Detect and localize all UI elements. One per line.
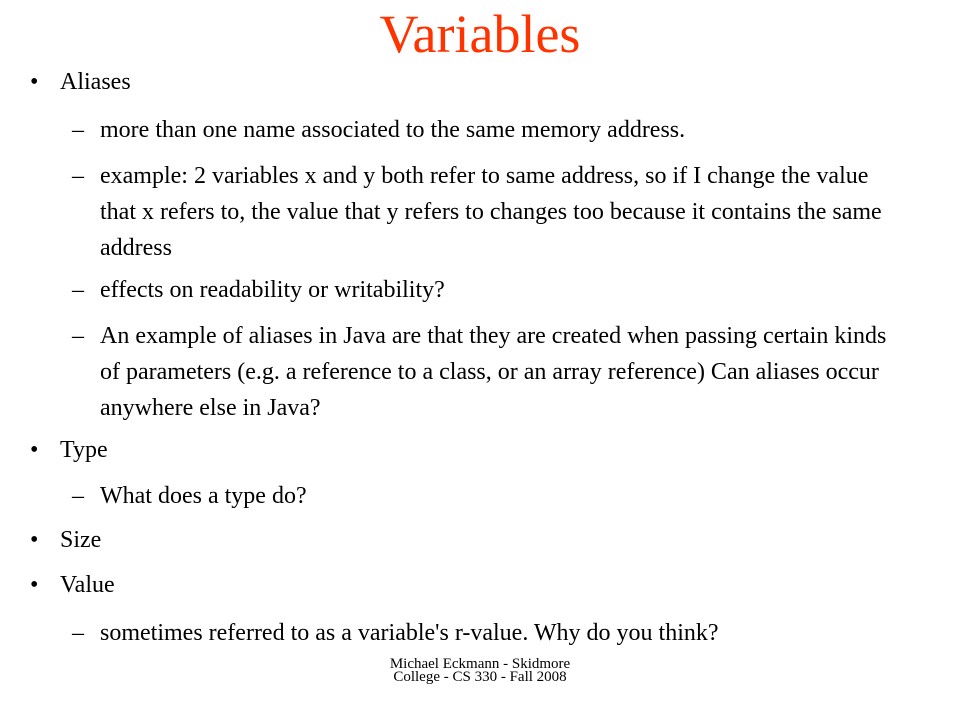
bullet-icon: • xyxy=(30,572,39,598)
sub-item-text: more than one name associated to the same memory address. xyxy=(100,117,686,143)
footer-line-author: Michael Eckmann - Skidmore xyxy=(389,656,571,672)
bullet-icon: • xyxy=(30,527,39,553)
sub-item-text: example: 2 variables x and y both refer to same address, so if I change the value that x refers to, the value that y refers to changes too because it contains the same address xyxy=(100,163,882,261)
bullet-label: Value xyxy=(60,572,115,598)
bullet-label: Size xyxy=(60,527,102,553)
sub-item-text: An example of aliases in Java are that they are created when passing certain kinds of parameters (e.g. a reference to a class, or an array reference) Can aliases occur anywhere else in Java? xyxy=(100,323,887,421)
bullet-label: Aliases xyxy=(60,69,131,95)
slide-footer xyxy=(330,658,630,684)
bullet-icon: • xyxy=(30,69,39,95)
bullet-label: Type xyxy=(60,437,108,463)
slide-title: Variables xyxy=(379,4,581,64)
dash-icon: – xyxy=(72,117,84,143)
sub-item-text: effects on readability or writability? xyxy=(100,277,445,303)
dash-icon: – xyxy=(72,483,84,509)
footer-line-course: College - CS 330 - Fall 2008 xyxy=(393,669,567,685)
dash-icon: – xyxy=(72,323,84,349)
sub-item-text: sometimes referred to as a variable's r-value. Why do you think? xyxy=(100,620,719,646)
dash-icon: – xyxy=(72,163,84,189)
dash-icon: – xyxy=(72,620,84,646)
dash-icon: – xyxy=(72,277,84,303)
bullet-icon: • xyxy=(30,437,39,463)
sub-item-text: What does a type do? xyxy=(100,483,307,509)
